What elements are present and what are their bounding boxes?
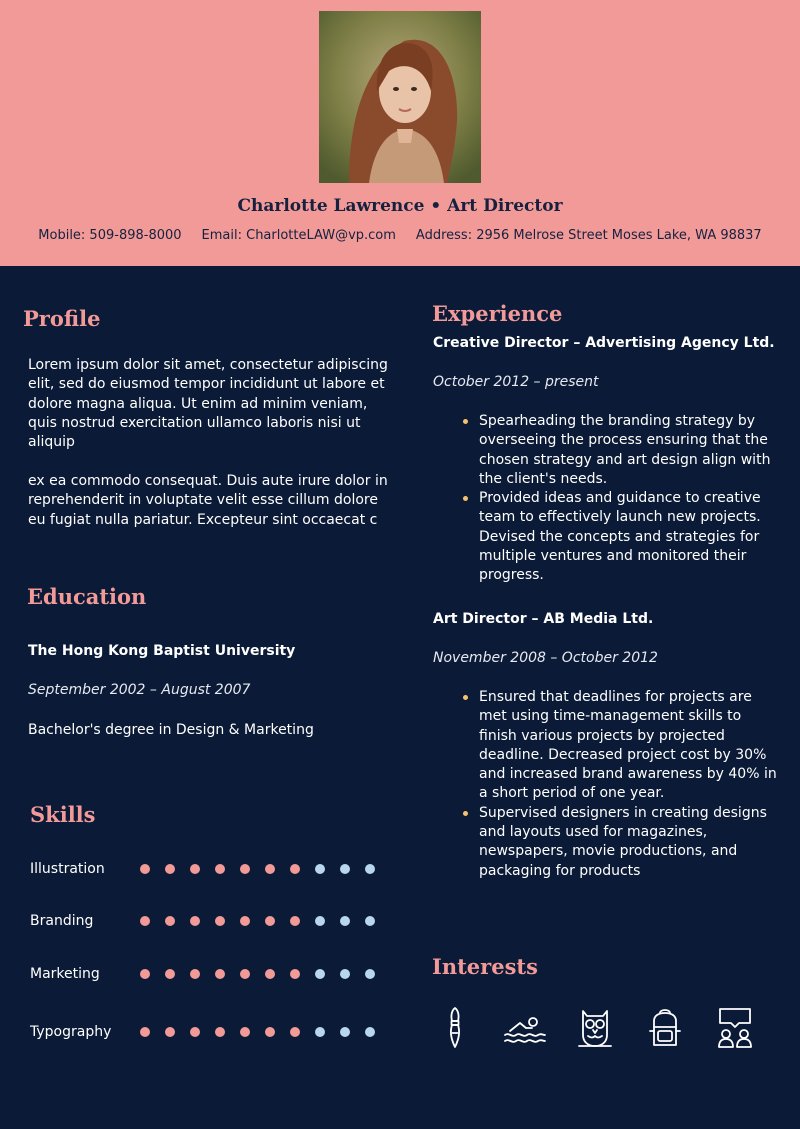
rating-dot-filled	[265, 864, 275, 874]
rating-dot-filled	[240, 1027, 250, 1037]
rating-dot-empty	[340, 916, 350, 926]
skill-rating	[140, 864, 375, 874]
rating-dot-filled	[290, 864, 300, 874]
owl-icon	[572, 1004, 618, 1052]
interests-icons	[432, 1004, 758, 1052]
job-bullet: Supervised designers in creating designs and layouts used for magazines, newspapers, movie productions, and packaging for products	[433, 804, 778, 881]
skill-row	[30, 911, 390, 931]
rating-dot-filled	[165, 1027, 175, 1037]
job-dates-1: October 2012 – present	[433, 374, 599, 390]
rating-dot-filled	[265, 969, 275, 979]
rating-dot-filled	[190, 969, 200, 979]
skill-label: Marketing	[30, 966, 100, 982]
rating-dot-filled	[140, 916, 150, 926]
profile-photo	[319, 11, 481, 183]
rating-dot-empty	[315, 969, 325, 979]
experience-heading: Experience	[432, 301, 563, 326]
profile-heading: Profile	[23, 306, 101, 331]
job-dates-2: November 2008 – October 2012	[433, 650, 658, 666]
rating-dot-filled	[290, 969, 300, 979]
profile-paragraph-2: ex ea commodo consequat. Duis aute irure dolor in reprehenderit in voluptate velit esse cillum dolore eu fugiat nulla pariatur. Excepteur sint occaecat c	[28, 473, 388, 528]
skill-label: Typography	[30, 1024, 112, 1040]
rating-dot-filled	[140, 864, 150, 874]
contact-info	[0, 228, 800, 243]
rating-dot-filled	[190, 864, 200, 874]
rating-dot-empty	[365, 864, 375, 874]
job-bullet: Ensured that deadlines for projects are met using time-management skills to finish various projects by projected deadline. Decreased project cost by 30% and increased brand awareness by 40% in a short period of one year.	[433, 688, 778, 804]
skill-row	[30, 1022, 390, 1042]
rating-dot-filled	[290, 1027, 300, 1037]
skill-row	[30, 859, 390, 879]
rating-dot-filled	[190, 1027, 200, 1037]
swimming-icon	[502, 1004, 548, 1052]
rating-dot-filled	[165, 864, 175, 874]
skill-rating	[140, 1027, 375, 1037]
job-bullets-2	[433, 688, 778, 881]
rating-dot-empty	[315, 916, 325, 926]
skill-rating	[140, 969, 375, 979]
interests-heading: Interests	[432, 954, 538, 979]
rating-dot-filled	[265, 1027, 275, 1037]
rating-dot-filled	[140, 1027, 150, 1037]
name-and-title: Charlotte Lawrence • Art Director	[237, 196, 563, 216]
rating-dot-empty	[340, 969, 350, 979]
rating-dot-empty	[340, 864, 350, 874]
rating-dot-empty	[365, 969, 375, 979]
group-discussion-icon	[712, 1004, 758, 1052]
rating-dot-empty	[340, 1027, 350, 1037]
job-title-1: Creative Director – Advertising Agency Ltd.	[433, 335, 775, 351]
rating-dot-empty	[365, 1027, 375, 1037]
header-banner	[0, 0, 800, 266]
rating-dot-filled	[215, 1027, 225, 1037]
rating-dot-filled	[165, 916, 175, 926]
skill-label: Branding	[30, 913, 94, 929]
rating-dot-filled	[165, 969, 175, 979]
contact-address: Address: 2956 Melrose Street Moses Lake, WA 98837	[415, 228, 762, 243]
job-bullet: Provided ideas and guidance to creative team to effectively launch new projects. Devised the concepts and strategies for multiple ventures and monitored their progress.	[433, 489, 778, 585]
contact-email: Email: CharlotteLAW@vp.com	[201, 228, 396, 243]
job-title-2: Art Director – AB Media Ltd.	[433, 611, 654, 627]
rating-dot-empty	[315, 864, 325, 874]
contact-mobile: Mobile: 509-898-8000	[38, 228, 182, 243]
backpack-icon	[642, 1004, 688, 1052]
rating-dot-filled	[215, 916, 225, 926]
rating-dot-filled	[290, 916, 300, 926]
paintbrush-icon	[432, 1004, 478, 1052]
rating-dot-filled	[240, 864, 250, 874]
skills-heading: Skills	[30, 802, 96, 827]
rating-dot-filled	[240, 969, 250, 979]
education-school: The Hong Kong Baptist University	[28, 643, 296, 659]
rating-dot-filled	[190, 916, 200, 926]
rating-dot-empty	[315, 1027, 325, 1037]
education-dates: September 2002 – August 2007	[28, 682, 251, 698]
rating-dot-filled	[215, 864, 225, 874]
education-heading: Education	[27, 584, 147, 609]
rating-dot-filled	[215, 969, 225, 979]
profile-paragraph-1: Lorem ipsum dolor sit amet, consectetur adipiscing elit, sed do eiusmod tempor incididunt ut labore et dolore magna aliqua. Ut enim ad minim veniam, quis nostrud exercitation ullamco laboris nisi ut aliquip	[28, 357, 388, 451]
job-bullet: Spearheading the branding strategy by overseeing the process ensuring that the chosen strategy and art design align with the client's needs.	[433, 412, 778, 489]
rating-dot-filled	[240, 916, 250, 926]
rating-dot-filled	[265, 916, 275, 926]
skill-row	[30, 964, 390, 984]
rating-dot-empty	[365, 916, 375, 926]
education-degree: Bachelor's degree in Design & Marketing	[28, 722, 314, 738]
skill-label: Illustration	[30, 861, 105, 877]
skill-rating	[140, 916, 375, 926]
rating-dot-filled	[140, 969, 150, 979]
job-bullets-1	[433, 412, 778, 586]
portrait-image	[319, 11, 481, 183]
